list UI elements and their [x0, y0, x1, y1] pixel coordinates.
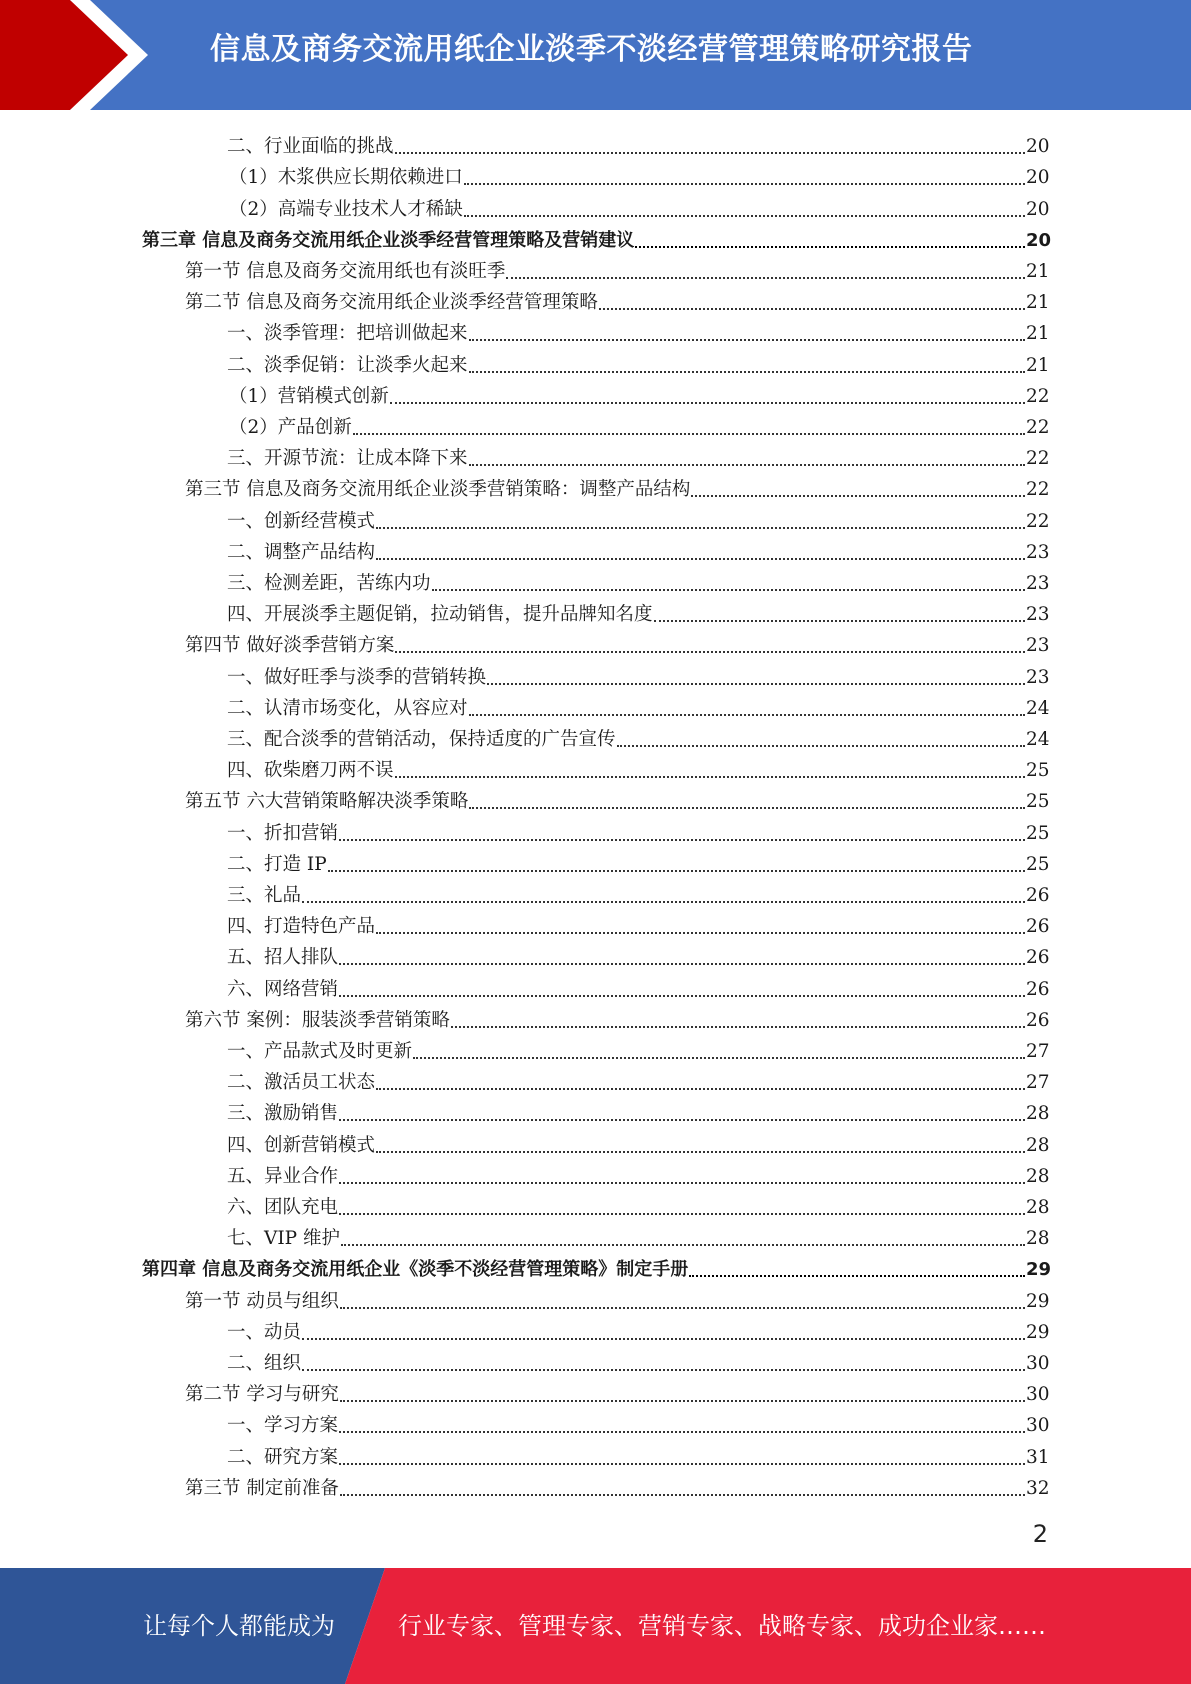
- toc-entry[interactable]: [227, 970, 1048, 1001]
- toc-dot-leader: [395, 128, 1025, 154]
- toc-entry-page: 31: [1026, 1446, 1050, 1468]
- toc-dot-leader: [464, 159, 1025, 185]
- toc-entry[interactable]: [227, 721, 1048, 752]
- page-footer: [0, 1568, 1191, 1684]
- toc-entry-page: 29: [1026, 1321, 1050, 1343]
- toc-entry-label: 第三节 信息及商务交流用纸企业淡季营销策略：调整产品结构: [185, 479, 691, 501]
- toc-entry-page: 28: [1026, 1196, 1050, 1218]
- toc-dot-leader: [451, 1002, 1025, 1028]
- toc-dot-leader: [635, 222, 1025, 248]
- toc-entry-label: 二、打造 IP: [227, 853, 327, 875]
- toc-dot-leader: [340, 1283, 1025, 1309]
- toc-entry[interactable]: [185, 471, 1048, 502]
- toc-entry-label: 第二节 学习与研究: [185, 1384, 339, 1406]
- toc-entry[interactable]: [185, 783, 1048, 814]
- toc-entry-label: 一、创新经营模式: [227, 510, 376, 532]
- toc-entry[interactable]: [227, 1126, 1048, 1157]
- toc-entry[interactable]: [227, 1064, 1048, 1095]
- toc-entry[interactable]: [227, 690, 1048, 721]
- toc-entry-page: 25: [1026, 791, 1050, 813]
- toc-dot-leader: [339, 971, 1025, 997]
- toc-dot-leader: [654, 596, 1025, 622]
- toc-entry-label: 第六节 案例：服装淡季营销策略: [185, 1009, 450, 1031]
- toc-entry[interactable]: [227, 908, 1048, 939]
- toc-dot-leader: [376, 503, 1025, 529]
- toc-entry-page: 23: [1026, 572, 1050, 594]
- toc-entry-page: 22: [1026, 416, 1050, 438]
- toc-entry-page: 25: [1026, 760, 1050, 782]
- toc-entry-label: 第三节 制定前准备: [185, 1477, 339, 1499]
- toc-entry-page: 23: [1026, 541, 1050, 563]
- toc-entry-label: 三、激励销售: [227, 1103, 339, 1125]
- page-header: [0, 0, 1191, 110]
- toc-dot-leader: [413, 1033, 1025, 1059]
- toc-entry[interactable]: [229, 159, 1048, 190]
- toc-dot-leader: [469, 315, 1025, 341]
- toc-entry-label: 三、配合淡季的营销活动，保持适度的广告宣传: [227, 728, 616, 750]
- toc-entry-page: 22: [1026, 479, 1050, 501]
- toc-entry-page: 26: [1026, 947, 1050, 969]
- toc-entry-page: 20: [1026, 136, 1050, 158]
- toc-entry[interactable]: [227, 1095, 1048, 1126]
- toc-entry-label: （2）产品创新: [229, 416, 352, 438]
- toc-dot-leader: [339, 1095, 1025, 1121]
- toc-dot-leader: [353, 409, 1025, 435]
- toc-dot-leader: [339, 1439, 1025, 1465]
- toc-entry-label: 二、激活员工状态: [227, 1072, 376, 1094]
- footer-slogan-right: 行业专家、管理专家、营销专家、战略专家、成功企业家……: [398, 1612, 1046, 1640]
- toc-dot-leader: [341, 1220, 1025, 1246]
- toc-entry-label: 二、组织: [227, 1352, 302, 1374]
- toc-entry-label: 第三章 信息及商务交流用纸企业淡季经营管理策略及营销建议: [142, 229, 635, 251]
- toc-dot-leader: [691, 471, 1025, 497]
- toc-entry-label: 三、检测差距，苦练内功: [227, 572, 431, 594]
- toc-dot-leader: [302, 877, 1025, 903]
- toc-dot-leader: [390, 378, 1025, 404]
- toc-dot-leader: [464, 191, 1025, 217]
- toc-entry[interactable]: [227, 1345, 1048, 1376]
- toc-entry-label: 三、礼品: [227, 884, 302, 906]
- toc-entry-page: 23: [1026, 666, 1050, 688]
- toc-entry-page: 28: [1026, 1103, 1050, 1125]
- toc-entry-label: （2）高端专业技术人才稀缺: [229, 198, 463, 220]
- toc-entry[interactable]: [227, 1220, 1048, 1251]
- toc-entry[interactable]: [227, 1438, 1048, 1469]
- toc-dot-leader: [340, 1376, 1025, 1402]
- toc-dot-leader: [617, 721, 1025, 747]
- toc-entry-label: 一、淡季管理：把培训做起来: [227, 323, 468, 345]
- toc-entry-page: 29: [1026, 1259, 1052, 1281]
- toc-entry-label: 七、VIP 维护: [227, 1228, 340, 1250]
- toc-entry-page: 28: [1026, 1134, 1050, 1156]
- toc-entry-label: 四、砍柴磨刀两不误: [227, 760, 394, 782]
- toc-entry[interactable]: [227, 877, 1048, 908]
- toc-entry[interactable]: [227, 1033, 1048, 1064]
- toc-dot-leader: [599, 284, 1025, 310]
- toc-entry[interactable]: [185, 1376, 1048, 1407]
- toc-entry-label: 一、做好旺季与淡季的营销转换: [227, 666, 487, 688]
- toc-entry[interactable]: [227, 846, 1048, 877]
- toc-dot-leader: [302, 1314, 1025, 1340]
- toc-entry-page: 21: [1026, 260, 1050, 282]
- toc-entry-label: 二、认清市场变化，从容应对: [227, 697, 468, 719]
- toc-entry-page: 26: [1026, 978, 1050, 1000]
- document-title: 信息及商务交流用纸企业淡季不淡经营管理策略研究报告: [210, 32, 973, 67]
- toc-entry-label: 五、异业合作: [227, 1165, 339, 1187]
- toc-entry-page: 20: [1026, 167, 1050, 189]
- toc-entry-label: 第一节 信息及商务交流用纸也有淡旺季: [185, 260, 506, 282]
- page-number: 2: [1032, 1520, 1048, 1548]
- toc-entry-page: 30: [1026, 1352, 1050, 1374]
- toc-entry[interactable]: [185, 627, 1048, 658]
- toc-entry[interactable]: [142, 222, 1052, 253]
- toc-dot-leader: [469, 440, 1025, 466]
- toc-dot-leader: [376, 1064, 1025, 1090]
- toc-entry-page: 23: [1026, 635, 1050, 657]
- toc-entry[interactable]: [227, 440, 1048, 471]
- toc-entry-label: 一、产品款式及时更新: [227, 1040, 413, 1062]
- toc-entry-page: 21: [1026, 323, 1050, 345]
- toc-entry-page: 21: [1026, 354, 1050, 376]
- toc-entry-label: 一、动员: [227, 1321, 302, 1343]
- toc-entry-page: 27: [1026, 1040, 1050, 1062]
- toc-dot-leader: [376, 908, 1025, 934]
- toc-entry[interactable]: [227, 814, 1048, 845]
- toc-entry[interactable]: [227, 534, 1048, 565]
- toc-entry[interactable]: [227, 128, 1048, 159]
- header-arrow-decoration: [0, 0, 150, 110]
- toc-entry[interactable]: [227, 1314, 1048, 1345]
- toc-entry[interactable]: [185, 253, 1048, 284]
- toc-entry-label: 四、开展淡季主题促销，拉动销售，提升品牌知名度: [227, 604, 653, 626]
- toc-entry-label: 二、淡季促销：让淡季火起来: [227, 354, 468, 376]
- toc-dot-leader: [689, 1251, 1025, 1277]
- toc-dot-leader: [328, 846, 1025, 872]
- toc-entry[interactable]: [227, 346, 1048, 377]
- toc-entry-label: 一、折扣营销: [227, 822, 339, 844]
- toc-entry[interactable]: [185, 1470, 1048, 1501]
- toc-entry-label: 五、招人排队: [227, 947, 339, 969]
- toc-entry[interactable]: [227, 502, 1048, 533]
- toc-dot-leader: [302, 1345, 1025, 1371]
- toc-entry[interactable]: [227, 1407, 1048, 1438]
- toc-dot-leader: [395, 627, 1025, 653]
- toc-entry-label: 四、打造特色产品: [227, 916, 376, 938]
- toc-dot-leader: [469, 347, 1025, 373]
- toc-entry-page: 24: [1026, 728, 1050, 750]
- toc-entry-page: 25: [1026, 822, 1050, 844]
- toc-entry[interactable]: [227, 315, 1048, 346]
- toc-entry[interactable]: [185, 284, 1048, 315]
- toc-entry-label: 二、调整产品结构: [227, 541, 376, 563]
- toc-entry[interactable]: [229, 190, 1048, 221]
- footer-slogan-left: 让每个人都能成为: [143, 1612, 335, 1640]
- toc-entry[interactable]: [185, 1282, 1048, 1313]
- toc-entry-label: 第五节 六大营销策略解决淡季策略: [185, 791, 469, 813]
- toc-dot-leader: [487, 659, 1025, 685]
- toc-entry-page: 22: [1026, 510, 1050, 532]
- toc-entry-page: 22: [1026, 385, 1050, 407]
- toc-entry-label: 一、学习方案: [227, 1415, 339, 1437]
- toc-entry-page: 20: [1026, 198, 1050, 220]
- toc-entry-page: 27: [1026, 1072, 1050, 1094]
- toc-entry-label: 第四节 做好淡季营销方案: [185, 635, 395, 657]
- toc-entry-page: 23: [1026, 604, 1050, 626]
- toc-entry[interactable]: [185, 1002, 1048, 1033]
- toc-entry-label: 三、开源节流：让成本降下来: [227, 448, 468, 470]
- toc-entry[interactable]: [142, 1251, 1052, 1282]
- toc-entry[interactable]: [227, 939, 1048, 970]
- toc-entry-page: 24: [1026, 697, 1050, 719]
- toc-dot-leader: [469, 690, 1025, 716]
- toc-dot-leader: [339, 815, 1025, 841]
- toc-entry-label: 六、团队充电: [227, 1196, 339, 1218]
- toc-entry[interactable]: [227, 1189, 1048, 1220]
- toc-dot-leader: [376, 1127, 1025, 1153]
- toc-entry-page: 30: [1026, 1415, 1050, 1437]
- toc-entry-page: 21: [1026, 292, 1050, 314]
- toc-dot-leader: [339, 1407, 1025, 1433]
- toc-entry-page: 25: [1026, 853, 1050, 875]
- toc-entry[interactable]: [229, 378, 1048, 409]
- toc-entry[interactable]: [227, 1158, 1048, 1189]
- toc-entry-label: 第二节 信息及商务交流用纸企业淡季经营管理策略: [185, 292, 598, 314]
- toc-entry[interactable]: [227, 596, 1048, 627]
- toc-entry-label: 二、行业面临的挑战: [227, 136, 394, 158]
- toc-entry-label: （1）木浆供应长期依赖进口: [229, 167, 463, 189]
- toc-dot-leader: [432, 565, 1025, 591]
- toc-entry-label: 第一节 动员与组织: [185, 1290, 339, 1312]
- toc-entry-label: 二、研究方案: [227, 1446, 339, 1468]
- toc-entry-label: 第四章 信息及商务交流用纸企业《淡季不淡经营管理策略》制定手册: [142, 1259, 689, 1281]
- toc-dot-leader: [340, 1470, 1025, 1496]
- toc-dot-leader: [339, 1158, 1025, 1184]
- toc-entry-page: 22: [1026, 448, 1050, 470]
- toc-entry-page: 28: [1026, 1228, 1050, 1250]
- toc-entry-label: 六、网络营销: [227, 978, 339, 1000]
- toc-entry[interactable]: [227, 752, 1048, 783]
- toc-entry-page: 26: [1026, 884, 1050, 906]
- toc-entry-page: 20: [1026, 229, 1052, 251]
- toc-entry-label: （1）营销模式创新: [229, 385, 389, 407]
- toc-entry[interactable]: [227, 658, 1048, 689]
- toc-entry-label: 四、创新营销模式: [227, 1134, 376, 1156]
- toc-dot-leader: [469, 783, 1025, 809]
- toc-dot-leader: [376, 534, 1025, 560]
- toc-dot-leader: [339, 939, 1025, 965]
- toc-entry-page: 30: [1026, 1384, 1050, 1406]
- toc-entry-page: 29: [1026, 1290, 1050, 1312]
- toc-entry-page: 32: [1026, 1477, 1050, 1499]
- toc-entry-page: 28: [1026, 1165, 1050, 1187]
- toc-entry-page: 26: [1026, 1009, 1050, 1031]
- toc-entry[interactable]: [229, 409, 1048, 440]
- toc-dot-leader: [506, 253, 1025, 279]
- toc-dot-leader: [339, 1189, 1025, 1215]
- toc-entry[interactable]: [227, 565, 1048, 596]
- toc-entry-page: 26: [1026, 916, 1050, 938]
- toc-dot-leader: [395, 752, 1025, 778]
